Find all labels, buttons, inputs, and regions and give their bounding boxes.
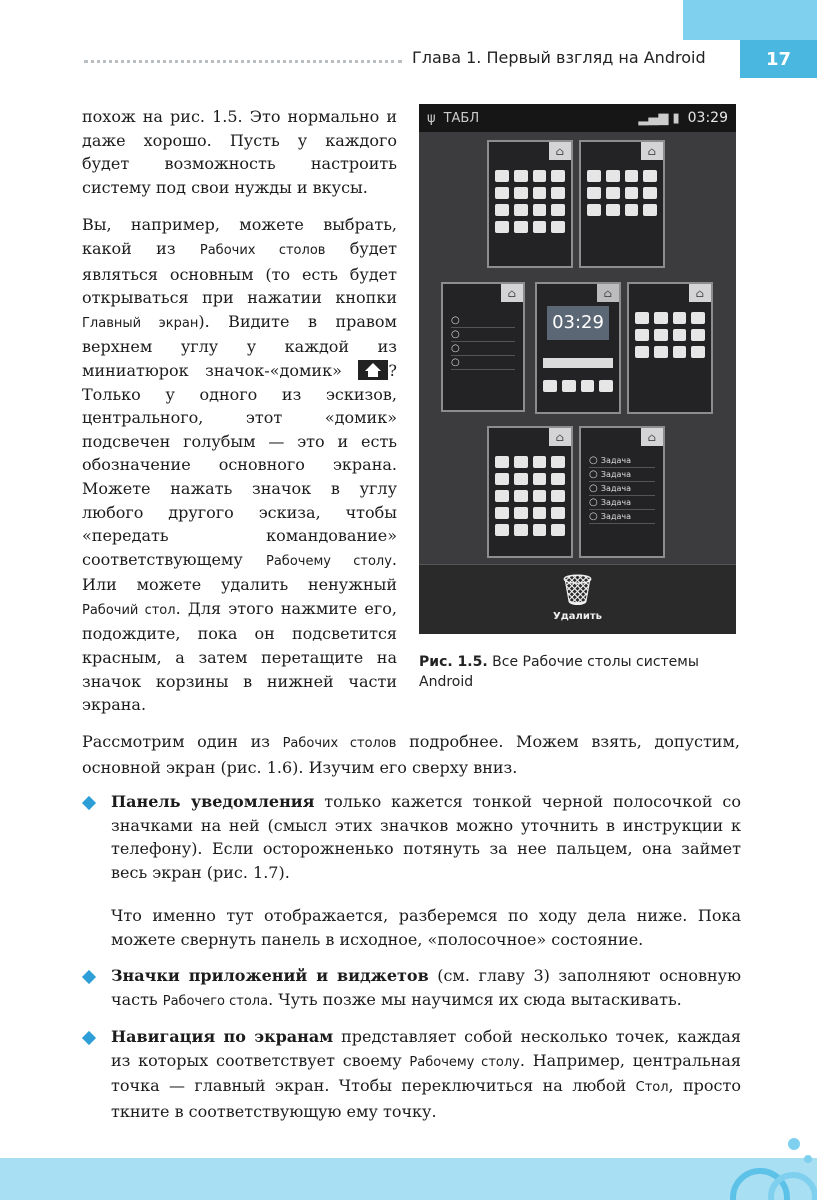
term-desktop-dat: Рабочему столу bbox=[409, 1054, 520, 1070]
signal-icon: ▂▄▆ ▮ bbox=[638, 110, 680, 126]
mini-widget bbox=[451, 314, 515, 370]
caption-label: Рис. 1.5. bbox=[419, 654, 488, 670]
home-icon[interactable]: ⌂ bbox=[501, 284, 523, 302]
paragraph-3: Рассмотрим один из Рабочих столов подробнее. Можем взять, допустим, основной экран (рис. 1.6). Изучим его сверху вниз. bbox=[82, 732, 740, 777]
term-desktop-acc: Рабочий стол bbox=[82, 602, 176, 618]
icon-grid bbox=[495, 456, 565, 536]
icon-grid bbox=[543, 380, 613, 392]
home-icon[interactable]: ⌂ bbox=[549, 142, 571, 160]
status-label: ТАБЛ bbox=[443, 110, 480, 126]
figure-caption: Рис. 1.5. Все Рабочие столы системы Android bbox=[419, 654, 699, 690]
bullet-marker bbox=[82, 1031, 96, 1045]
usb-icon: ψ bbox=[427, 110, 436, 126]
home-icon bbox=[358, 360, 388, 380]
desktop-thumbnail[interactable] bbox=[579, 426, 665, 558]
footer-decoration bbox=[788, 1138, 800, 1150]
home-icon[interactable]: ⌂ bbox=[641, 428, 663, 446]
desktop-thumbnail[interactable] bbox=[579, 140, 665, 268]
phone-status-bar bbox=[419, 104, 736, 132]
desktop-thumbnail-main[interactable] bbox=[535, 282, 621, 414]
term-home-screen: Главный экран bbox=[82, 315, 199, 331]
desktop-thumbnail[interactable] bbox=[487, 426, 573, 558]
footer-band bbox=[0, 1158, 817, 1200]
clock-widget: 03:29 bbox=[547, 306, 609, 340]
home-icon[interactable]: ⌂ bbox=[549, 428, 571, 446]
paragraph-2: Вы, например, можете выбрать, какой из Рабочих столов будет являться основным (то есть будет открываться при нажатии кнопки Главный экран). Видите в правом верхнем углу у каждой из миниатюрок значок-«домик» ? Только у одного из эскизов, центрального, этот «домик» подсвечен голубым — это и есть обозначение основного экрана. Можете нажать значок в углу любого другого эскиза, чтобы «передать командование» соответствующему Рабочему столу. Или можете удалить ненужный Рабочий стол. Для этого нажмите его, подождите, пока он подсветится красным, а затем перетащите на значок корзины в нижней части экрана. bbox=[82, 215, 397, 715]
paragraph-1: похож на рис. 1.5. Это нормально и даже хорошо. Пусть у каждого будет возможность настроить систему под свои нужды и вкусы. bbox=[82, 107, 397, 197]
bullet-notification-subparagraph: Что именно тут отображается, разберемся по ходу дела ниже. Пока можете свернуть панель в исходное, «полосочное» состояние. bbox=[111, 906, 741, 949]
home-icon[interactable]: ⌂ bbox=[689, 284, 711, 302]
page-number: 17 bbox=[740, 40, 817, 78]
chapter-title: Глава 1. Первый взгляд на Android bbox=[412, 48, 706, 67]
bullet-screen-navigation: Навигация по экранам представляет собой несколько точек, каждая из которых соответствует своему Рабочему столу. Например, центральная точка — главный экран. Чтобы переключиться на любой Стол, просто ткните в соответствующую ему точку. bbox=[111, 1027, 742, 1121]
figure-android-desktops bbox=[419, 104, 736, 634]
bullet-marker bbox=[82, 796, 96, 810]
home-icon-active[interactable]: ⌂ bbox=[597, 284, 619, 302]
bullet-notification-panel: Панель уведомления только кажется тонкой черной полосочкой со значками на ней (смысл этих значков можно уточнить в инструкции к телефону). Если осторожненько потянуть за нее пальцем, она займет весь экран (рис. 1.7). bbox=[111, 792, 741, 882]
term-desktops: Рабочих столов bbox=[282, 736, 397, 751]
task-list-widget: ○ Задача ○ Задача ○ Задача ○ Задача ○ Задача bbox=[589, 454, 655, 524]
status-time: 03:29 bbox=[687, 110, 728, 126]
header-dotted-rule bbox=[84, 60, 402, 63]
trash-label: Удалить bbox=[553, 611, 602, 622]
desktop-thumbnail[interactable] bbox=[487, 140, 573, 268]
desktop-thumbnail[interactable] bbox=[441, 282, 525, 412]
left-column bbox=[82, 105, 397, 731]
trash-icon[interactable]: 🗑 bbox=[558, 573, 597, 608]
icon-grid bbox=[495, 170, 565, 233]
header-tab bbox=[683, 0, 817, 40]
icon-grid bbox=[587, 170, 657, 216]
trash-drop-zone[interactable] bbox=[419, 564, 736, 634]
bullet-marker bbox=[82, 970, 96, 984]
bullet-app-icons: Значки приложений и виджетов (см. главу 3) заполняют основную часть Рабочего стола. Чуть позже мы научимся их сюда вытаскивать. bbox=[111, 966, 742, 1009]
term-desktops: Рабочих столов bbox=[199, 242, 326, 258]
term-desktop-gen: Рабочего стола bbox=[162, 993, 269, 1009]
search-widget bbox=[543, 358, 613, 368]
footer-decoration bbox=[804, 1155, 812, 1163]
home-icon[interactable]: ⌂ bbox=[641, 142, 663, 160]
icon-grid bbox=[635, 312, 705, 358]
term-desktop-dat: Рабочему столу bbox=[266, 553, 392, 569]
term-table: Стол bbox=[635, 1080, 669, 1096]
desktop-thumbnail[interactable] bbox=[627, 282, 713, 414]
